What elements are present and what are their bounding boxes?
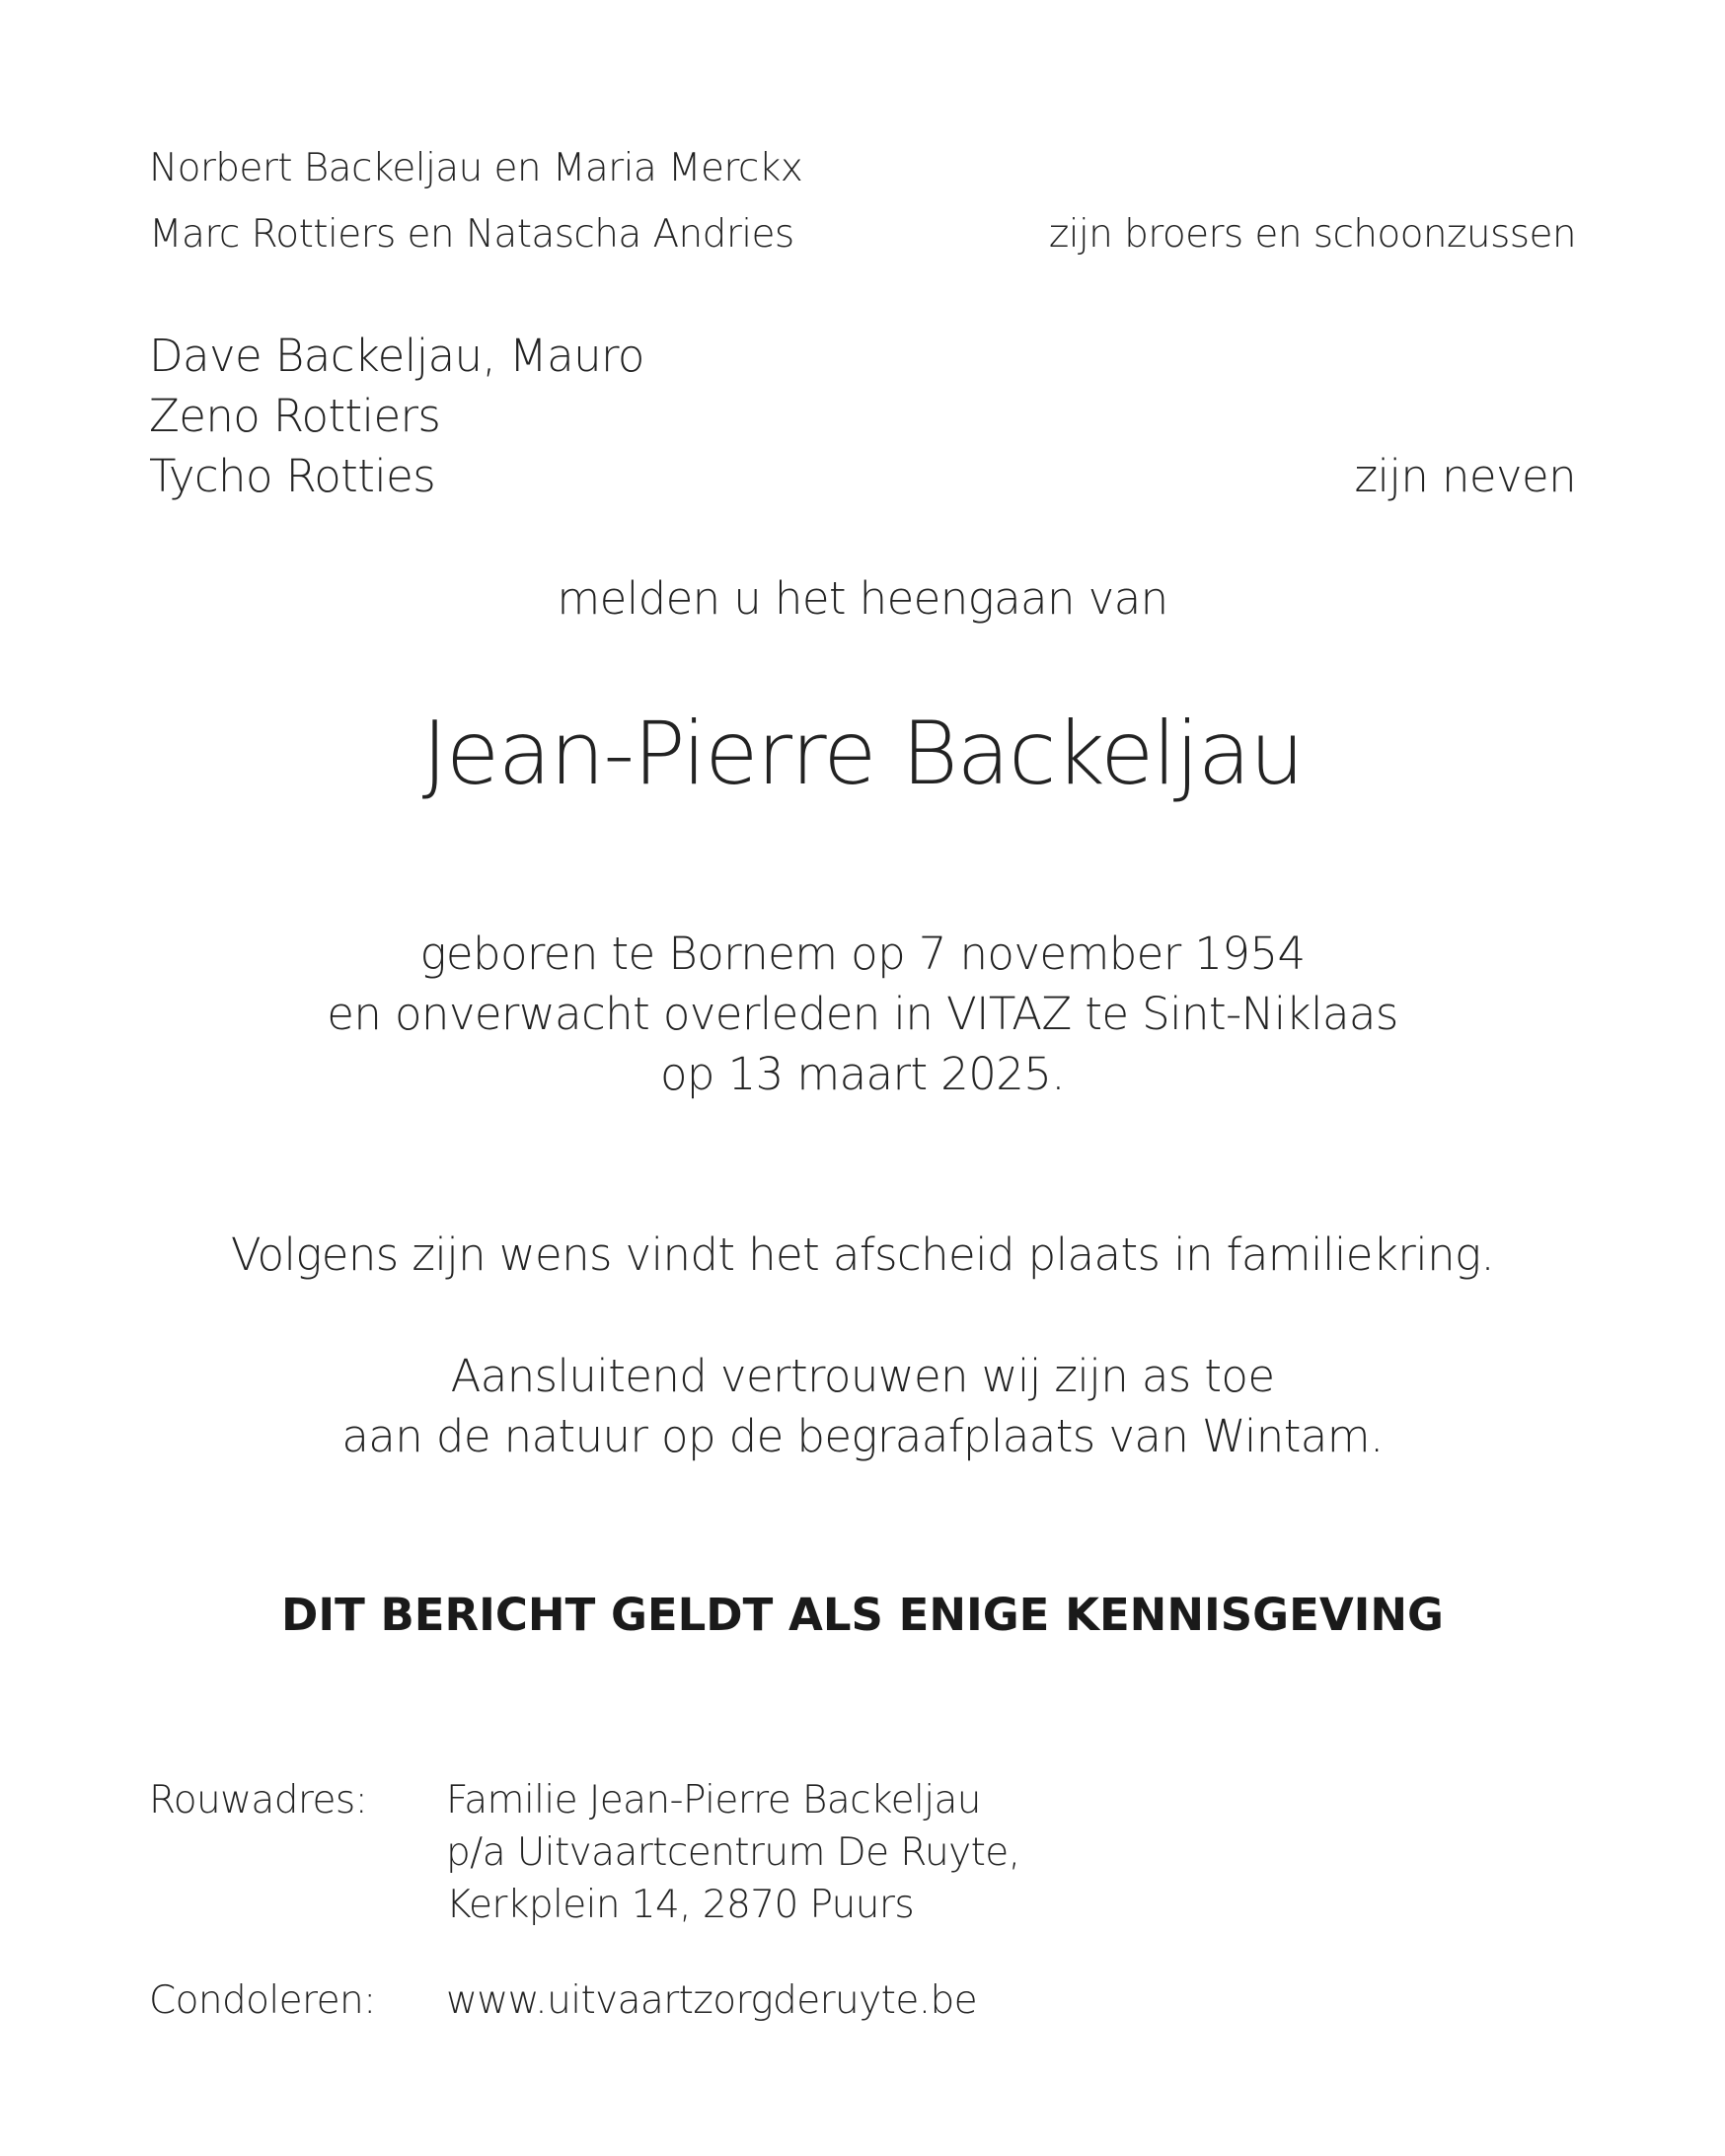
death-date-line: op 13 maart 2025.	[659, 1048, 1066, 1100]
address-line-3: Kerkplein 14, 2870 Puurs	[446, 1883, 915, 1927]
nephew-2: Zeno Rottiers	[149, 390, 441, 442]
farewell-line: Volgens zijn wens vindt het afscheid plaats in familiekring.	[230, 1228, 1495, 1281]
nephews-relation: zijn neven	[1354, 450, 1576, 502]
ashes-line-1: Aansluitend vertrouwen wij zijn as toe	[450, 1350, 1275, 1402]
nephew-3: Tycho Rotties	[149, 450, 436, 502]
address-label: Rouwadres:	[149, 1778, 368, 1822]
sibling-couple-2: Marc Rottiers en Natascha Andries	[149, 212, 794, 257]
announce-line: melden u het heengaan van	[557, 572, 1168, 625]
address-line-2: p/a Uitvaartcentrum De Ruyte,	[446, 1830, 1020, 1875]
notice-heading: DIT BERICHT GELDT ALS ENIGE KENNISGEVING	[281, 1589, 1444, 1641]
sibling-couple-1: Norbert Backeljau en Maria Merckx	[149, 146, 803, 190]
condolences-label: Condoleren:	[149, 1978, 376, 2023]
deceased-name: Jean-Pierre Backeljau	[421, 703, 1304, 804]
condolences-url[interactable]: www.uitvaartzorgderuyte.be	[446, 1978, 978, 2023]
address-line-1: Familie Jean-Pierre Backeljau	[446, 1778, 981, 1822]
ashes-line-2: aan de natuur op de begraafplaats van Wintam.	[341, 1410, 1384, 1462]
siblings-relation: zijn broers en schoonzussen	[1048, 212, 1576, 257]
birth-line: geboren te Bornem op 7 november 1954	[419, 928, 1306, 980]
death-line: en onverwacht overleden in VITAZ te Sint-Niklaas	[327, 988, 1398, 1040]
nephew-1: Dave Backeljau, Mauro	[149, 330, 644, 382]
